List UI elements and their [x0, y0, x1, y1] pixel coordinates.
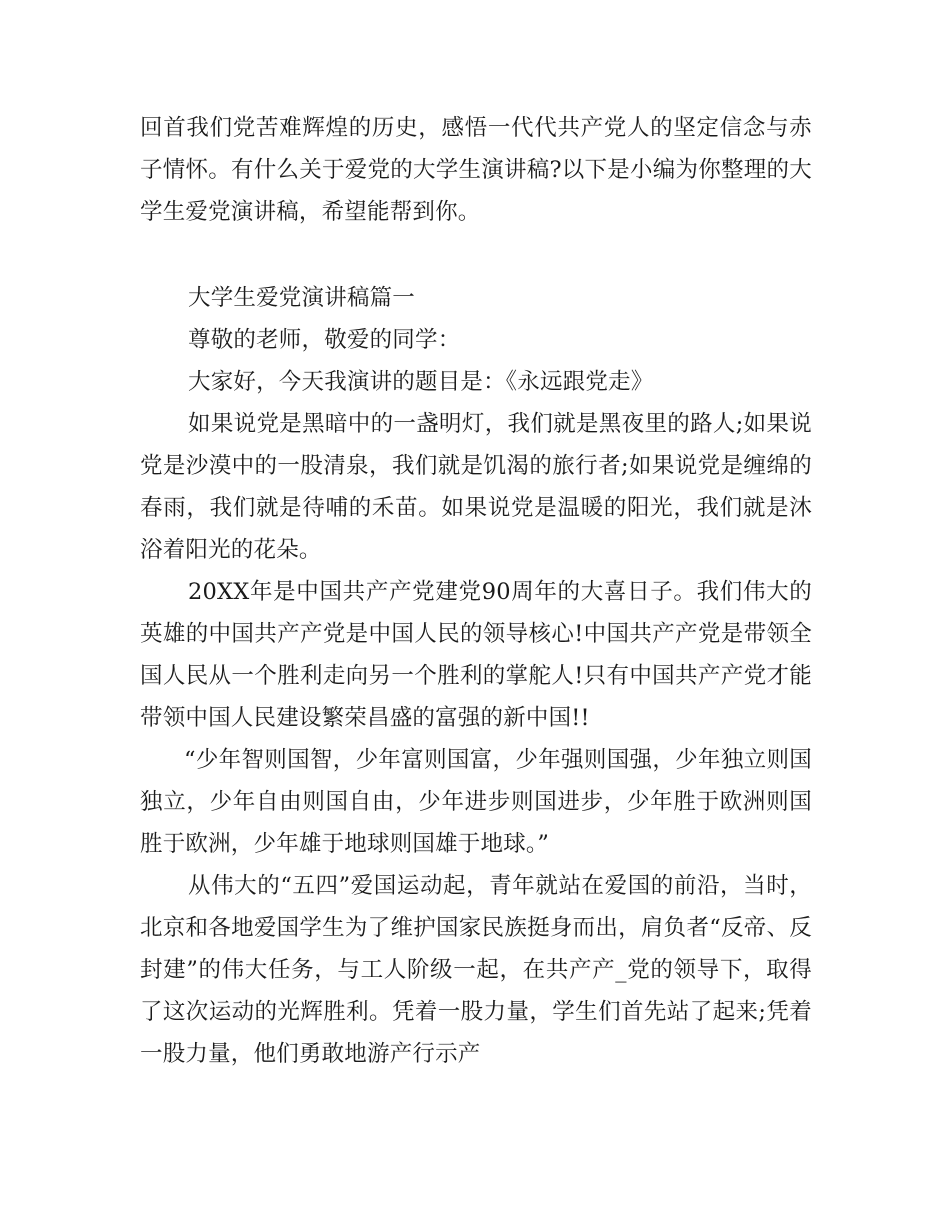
body-paragraph: 从伟大的“五四”爱国运动起，青年就站在爱国的前沿，当时，北京和各地爱国学生为了维护国家民族挺身而出，肩负者“反帝、反封建”的伟大任务，与工人阶级一起，在共产产_党的领导下，取得了这次运动的光辉胜利。凭着一股力量，学生们首先站了起来;凭着一股力量，他们勇敢地游产行示产: [140, 873, 812, 1067]
body-paragraph: 20XX年是中国共产产党建党90周年的大喜日子。我们伟大的英雄的中国共产产党是中国人民的领导核心!中国共产产党是带领全国人民从一个胜利走向另一个胜利的掌舵人!只有中国共产产党才能带领中国人民建设繁荣昌盛的富强的新中国!!: [140, 579, 812, 731]
greeting-line: 尊敬的老师，敬爱的同学：: [188, 327, 461, 353]
section-title: 大学生爱党演讲稿篇一: [188, 285, 416, 311]
body-paragraph: 如果说党是黑暗中的一盏明灯，我们就是黑夜里的路人;如果说党是沙漠中的一股清泉，我们就是饥渴的旅行者;如果说党是缠绵的春雨，我们就是待哺的禾苗。如果说党是温暖的阳光，我们就是沐浴着阳光的花朵。: [140, 411, 812, 563]
speech-body: [140, 277, 812, 1075]
quote-paragraph: “少年智则国智，少年富则国富，少年强则国强，少年独立则国独立，少年自由则国自由，少年进步则国进步，少年胜于欧洲则国胜于欧洲，少年雄于地球则国雄于地球。”: [140, 747, 812, 857]
intro-block: [140, 107, 812, 233]
intro-paragraph: 回首我们党苦难辉煌的历史，感悟一代代共产党人的坚定信念与赤子情怀。有什么关于爱党的大学生演讲稿?以下是小编为你整理的大学生爱党演讲稿，希望能帮到你。: [140, 115, 812, 225]
opening-line: 大家好，今天我演讲的题目是：《永远跟党走》: [188, 369, 654, 395]
